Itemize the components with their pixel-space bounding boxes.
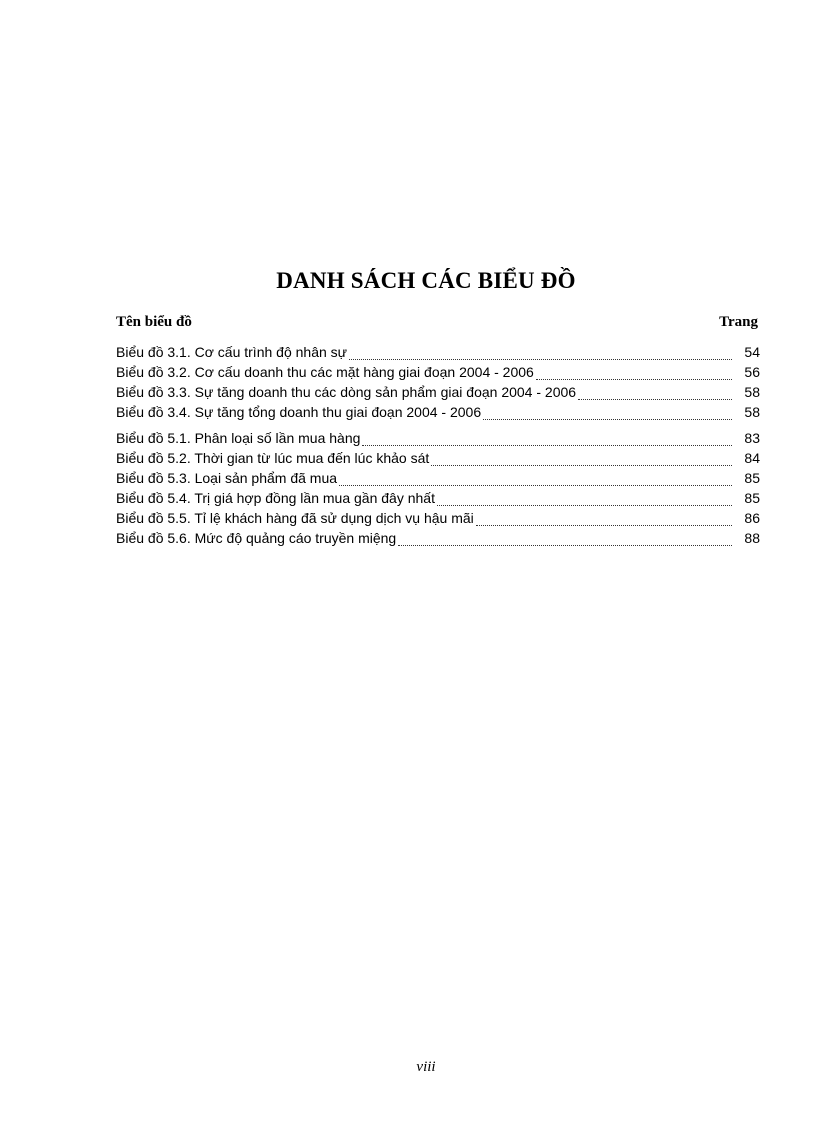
toc-entry-page: 85 bbox=[744, 490, 760, 506]
toc-entry-page: 84 bbox=[744, 450, 760, 466]
toc-entry-label: Biểu đồ 3.2. Cơ cấu doanh thu các mặt hàng giai đoạn 2004 - 2006 bbox=[116, 364, 534, 380]
toc-entry-page: 83 bbox=[744, 430, 760, 446]
toc-entry bbox=[116, 488, 760, 508]
dot-leader bbox=[578, 385, 732, 400]
toc-group-chapter-5 bbox=[116, 428, 760, 548]
toc-entry-label: Biểu đồ 5.1. Phân loại số lần mua hàng bbox=[116, 430, 361, 446]
toc-entry bbox=[116, 428, 760, 448]
toc-entry-page: 58 bbox=[744, 384, 760, 400]
toc-entry bbox=[116, 362, 760, 382]
page-number: viii bbox=[416, 1059, 436, 1075]
toc-entry-label: Biểu đồ 5.2. Thời gian từ lúc mua đến lúc khảo sát bbox=[116, 450, 430, 466]
toc-entry bbox=[116, 468, 760, 488]
toc-entry bbox=[116, 402, 760, 422]
toc-entry-page: 58 bbox=[744, 404, 760, 420]
dot-leader bbox=[437, 491, 732, 506]
toc-entry-page: 88 bbox=[744, 530, 760, 546]
toc-entry bbox=[116, 508, 760, 528]
dot-leader bbox=[339, 471, 732, 486]
toc-entry-label: Biểu đồ 5.5. Tỉ lệ khách hàng đã sử dụng dịch vụ hậu mãi bbox=[116, 510, 474, 526]
toc-entry-label: Biểu đồ 3.4. Sự tăng tổng doanh thu giai đoạn 2004 - 2006 bbox=[116, 404, 482, 420]
toc-entry-page: 86 bbox=[744, 510, 760, 526]
toc-entry-page: 54 bbox=[744, 344, 760, 360]
toc-group-chapter-3 bbox=[116, 342, 760, 422]
toc-entry bbox=[116, 342, 760, 362]
toc-entry-label: Biểu đồ 5.4. Trị giá hợp đồng lần mua gần đây nhất bbox=[116, 490, 435, 506]
header-page: Trang bbox=[719, 314, 758, 330]
page-title: DANH SÁCH CÁC BIỂU ĐỒ bbox=[276, 268, 576, 293]
toc-entry-label: Biểu đồ 5.6. Mức độ quảng cáo truyền miệng bbox=[116, 530, 397, 546]
toc-entry-label: Biểu đồ 3.1. Cơ cấu trình độ nhân sự bbox=[116, 344, 348, 360]
dot-leader bbox=[431, 451, 732, 466]
toc-entry bbox=[116, 448, 760, 468]
toc-entry-label: Biểu đồ 5.3. Loại sản phẩm đã mua bbox=[116, 470, 338, 486]
toc-entry-page: 85 bbox=[744, 470, 760, 486]
dot-leader bbox=[362, 431, 732, 446]
toc-entry-label: Biểu đồ 3.3. Sự tăng doanh thu các dòng sản phẩm giai đoạn 2004 - 2006 bbox=[116, 384, 577, 400]
dot-leader bbox=[476, 511, 732, 526]
toc-entry bbox=[116, 382, 760, 402]
dot-leader bbox=[349, 345, 732, 360]
dot-leader bbox=[398, 531, 732, 546]
toc-entry bbox=[116, 528, 760, 548]
dot-leader bbox=[483, 405, 732, 420]
header-chart-name: Tên biểu đồ bbox=[116, 314, 192, 330]
dot-leader bbox=[536, 365, 732, 380]
toc-entry-page: 56 bbox=[744, 364, 760, 380]
